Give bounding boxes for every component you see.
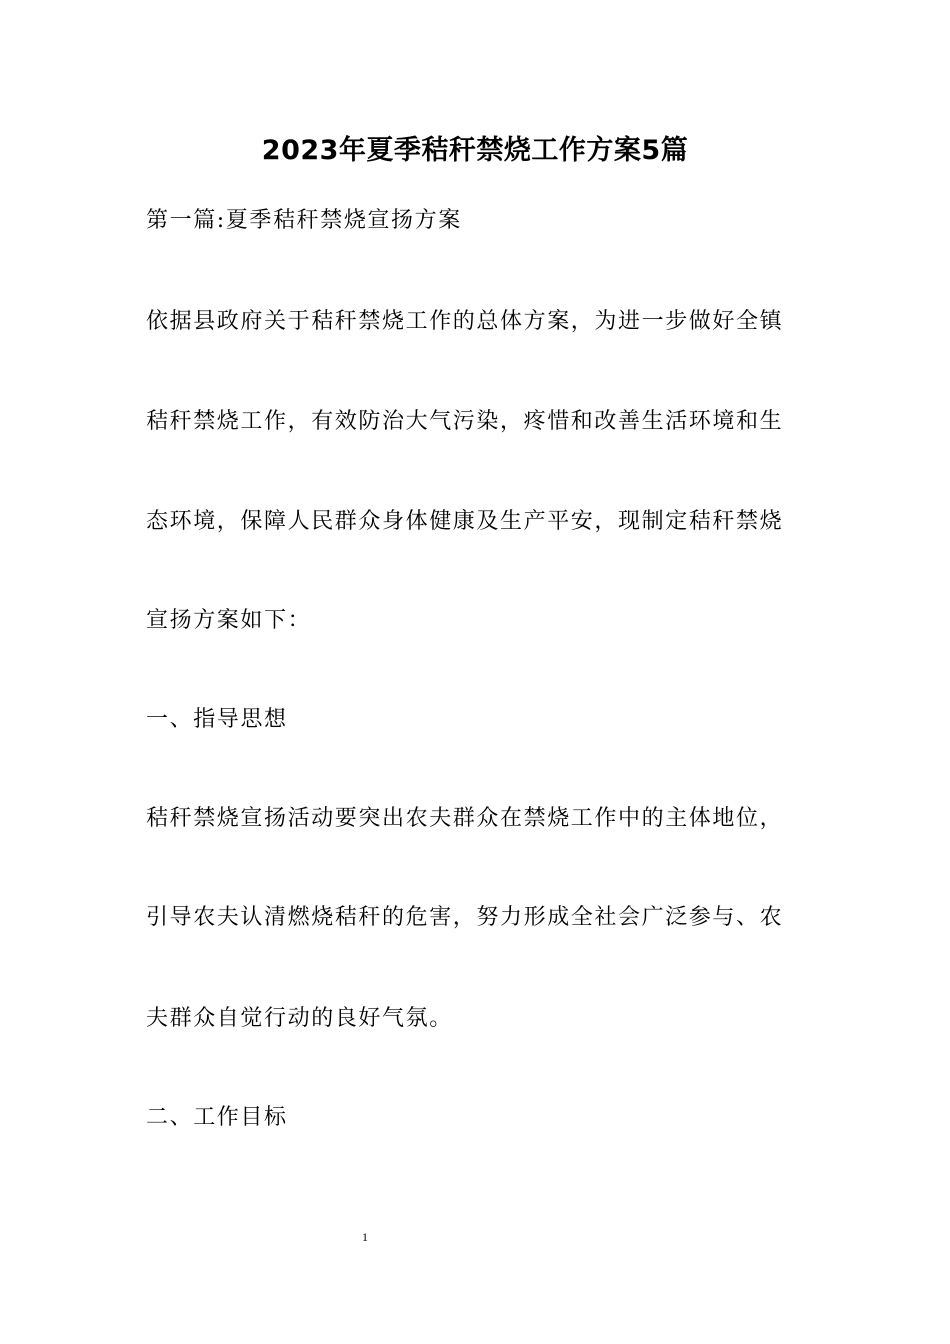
paragraph-line: 秸秆禁烧宣扬活动要突出农夫群众在禁烧工作中的主体地位， xyxy=(146,806,784,831)
paragraph-line: 态环境，保障人民群众身体健康及生产平安，现制定秸秆禁烧 xyxy=(146,509,784,534)
section-heading: 第一篇:夏季秸秆禁烧宣扬方案 xyxy=(146,208,462,233)
paragraph-line: 宣扬方案如下： xyxy=(146,608,312,633)
subheading-work-goals: 二、工作目标 xyxy=(146,1105,288,1130)
paragraph-line: 依据县政府关于秸秆禁烧工作的总体方案，为进一步做好全镇 xyxy=(146,309,784,334)
paragraph-line: 引导农夫认清燃烧秸秆的危害，努力形成全社会广泛参与、农 xyxy=(146,905,784,930)
subheading-guiding-ideology: 一、指导思想 xyxy=(146,707,288,732)
paragraph-line: 夫群众自觉行动的良好气氛。 xyxy=(146,1006,453,1031)
paragraph-line: 秸秆禁烧工作，有效防治大气污染，疼惜和改善生活环境和生 xyxy=(146,409,784,434)
document-title: 2023年夏季秸秆禁烧工作方案5篇 xyxy=(261,135,689,166)
page-number: 1 xyxy=(362,1230,368,1244)
